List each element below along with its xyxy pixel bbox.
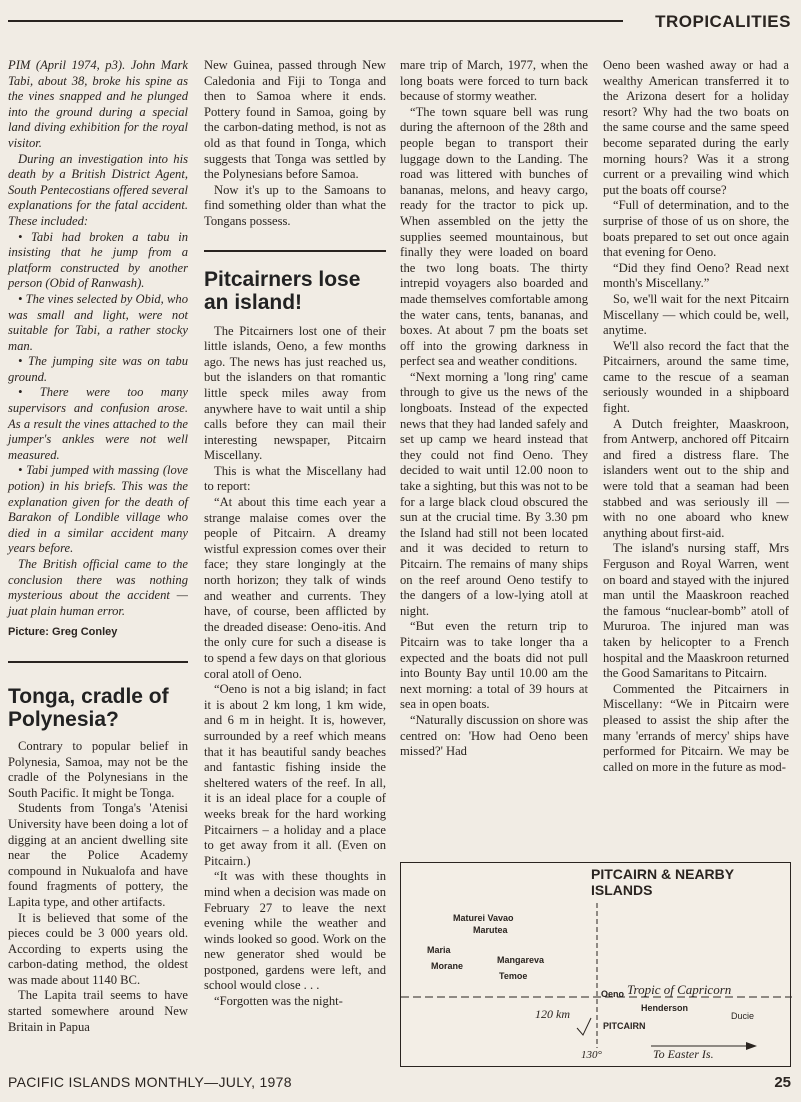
paragraph: A Dutch freighter, Maaskroon, from Antwerp, anchored off Pitcairn and fired a distress flare. The islanders went out to the ship and were told that a seaman had been stabbed and was seriously ill — with no one aboard who knew anything about first-aid. xyxy=(603,416,789,540)
paragraph: PIM (April 1974, p3). John Mark Tabi, about 38, broke his spine as the vines snapped and he plunged into the ground during a special land diving exhibition for the royal visitor. xyxy=(8,58,188,150)
paragraph: The Pitcairners lost one of their little islands, Oeno, a few months ago. The news has just reached us, but the islanders on that romantic little speck miles away from anywhere have to wait until a ship calls before they can mail their interesting newspaper, Pitcairn Miscellany. xyxy=(204,323,386,463)
publication-footer: PACIFIC ISLANDS MONTHLY—JULY, 1978 xyxy=(8,1074,292,1090)
paragraph: We'll also record the fact that the Pitcairners, around the same time, came to the rescue of a seaman seriously wounded in a shipboard fight. xyxy=(603,338,789,416)
paragraph: Now it's up to the Samoans to find something older than what the Tongans possess. xyxy=(204,182,386,228)
map-label-henderson: Henderson xyxy=(641,1003,689,1013)
map-label-pitcairn: PITCAIRN xyxy=(603,1021,646,1031)
paragraph: “At about this time each year a strange malaise comes over the people of Pitcairn. A dreamy wistful expression comes over their face; they stare longingly at the north horizon; they talk of winds and weather and currents. They have, of course, been afflicted by the dreaded disease: Oeno-itis. And the only cure for such a disease is to spend a few days on that glorious coral atoll of Oeno. xyxy=(204,495,386,681)
map-label-oeno: Oeno xyxy=(601,989,625,999)
paragraph: “The town square bell was rung during the afternoon of the 28th and people began to transport their luggage down to the Landing. The road was littered with bunches of bananas, melons, and heavy cargo, ready for the tractor to pick up. When assembled on the jetty the supplies seemed mountainous, but finally they were loaded on board the two long boats. The thirty intrepid voyagers also boarded and made themselves comfortable among the water cans, tents, bananas, and boxes. At about 7 pm the boats set off into the growing darkness in perfect sea and weather conditions. xyxy=(400,104,588,369)
column-1 xyxy=(8,58,188,1035)
paragraph: “Naturally discussion on shore was centred on: 'How had Oeno been missed?' Had xyxy=(400,712,588,759)
paragraph: This is what the Miscellany had to report: xyxy=(204,463,386,494)
paragraph: “Forgotten was the night- xyxy=(214,994,343,1009)
picture-credit: Picture: Greg Conley xyxy=(8,626,118,639)
paragraph: Commented the Pitcairners in Miscellany: “We in Pitcairn were pleased to assist the ship after the many 'errands of mercy' ships have performed for Pitcairn. We may be called on more in the future as mod- xyxy=(603,681,789,774)
tonga-headline: Tonga, cradle of Polynesia? xyxy=(8,684,169,731)
header-rule xyxy=(8,20,623,22)
bullet-item: • The vines selected by Obid, who was small and light, were not suitable for Tabi, a rather stocky man. xyxy=(8,291,188,353)
paragraph: Oeno been washed away or had a wealthy American transferred it to the Arizona desert for a holiday resort? Why had the two boats on the same course and the same speed become separated during the early morning hours? Was it a strong current or a prevailing wind which put the boats off course? xyxy=(603,58,789,197)
paragraph: “Did they find Oeno? Read next month's Miscellany.” xyxy=(603,260,789,291)
meridian-label: 130° xyxy=(581,1049,602,1061)
column-4 xyxy=(603,58,789,775)
bullet-item: • Tabi jumped with massing (love potion) in his briefs. This was the explanation given for the death of Barakon of Londible village who died in a similar accident many years before. xyxy=(8,463,188,556)
bullet-item: • Tabi had broken a tabu in insisting that he jump from a platform constructed by another person (Obid of Ranwash). xyxy=(8,229,188,291)
paragraph: Students from Tonga's 'Atenisi University have been doing a lot of digging at an ancient dwelling site near the Police Academy compound in Nukualofa and have found fragments of pottery, the Lapita type, and other artifacts. xyxy=(8,801,188,909)
paragraph: “Full of determination, and to the surprise of those of us on shore, the boats prepared to set out once again that evening for Oeno. xyxy=(603,198,789,260)
paragraph: “But even the return trip to Pitcairn was to take longer tha a expected and the boats did not pull into Bounty Bay until 10.00 am the next morning: a total of 39 hours at sea in open boats. xyxy=(400,619,588,712)
paragraph: It is believed that some of the pieces could be 3 000 years old. According to experts using the carbon-dating method, the oldest was made about 1140 BC. xyxy=(8,910,188,987)
map-label-maria: Maria xyxy=(427,945,451,955)
pitcairn-headline: Pitcairners lose an island! xyxy=(204,267,361,314)
article-divider xyxy=(8,661,188,663)
map-title: PITCAIRN & NEARBY ISLANDS xyxy=(591,866,734,898)
paragraph: mare trip of March, 1977, when the long boats were forced to turn back because of stormy weather. xyxy=(400,58,588,104)
paragraph: “Next morning a 'long ring' came through to give us the news of the longboats. Instead of the expected news that they had landed safely and set up camp we heard instead that they could not find Oeno. They decided to wait until 12.00 noon to take a sighting, but this was not to be for a large black cloud obscured the sun at the crucial time. By 3.30 pm the Island had still not been located and it was decided to return to Pitcairn. The remains of many ships on the reef around Oeno testify to the dangers of a low-lying atoll at night. xyxy=(400,369,588,618)
map-label-temoe: Temoe xyxy=(499,971,528,981)
paragraph: “It was with these thoughts in mind when a decision was made on February 27 to leave the next evening while the weather and winds looked so good. Work on the new generator shed would be postponed, gardens were left, and school would close . . . xyxy=(204,869,386,993)
paragraph: Contrary to popular belief in Polynesia, Samoa, may not be the cradle of the Polynesians in the South Pacific. It might be Tonga. xyxy=(8,738,188,800)
bullet-item: • The jumping site was on tabu ground. xyxy=(8,354,188,384)
page-number: 25 xyxy=(774,1074,791,1091)
paragraph: “Oeno is not a big island; in fact it is about 2 km long, 1 km wide, and 6 m in height. It is, however, surrounded by a reef which means that it has beautiful sandy beaches and fantastic fishing inside the sheltered waters of the reef. In all, it is an ideal place for a couple of weeks break for the hard working Pitcairners – a holiday and a place to get away from it all. (Even on Pitcairn.) xyxy=(204,682,386,868)
paragraph: So, we'll wait for the next Pitcairn Miscellany — which could be, well, anytime. xyxy=(603,291,789,338)
map-label-marutea: Marutea xyxy=(473,925,508,935)
map-label-morane: Morane xyxy=(431,961,464,971)
column-3 xyxy=(400,58,588,760)
pitcairn-map xyxy=(400,862,791,1067)
bullet-item: • There were too many supervisors and confusion arose. As a result the vines attached to the jumper's ankles were not well measured. xyxy=(8,385,188,462)
map-label-ducie: Ducie xyxy=(731,1011,755,1021)
paragraph: During an investigation into his death by a British District Agent, South Pentecostians offered several explanations for the fatal accident. These included: xyxy=(8,151,188,228)
section-title: TROPICALITIES xyxy=(655,12,791,31)
easter-label: To Easter Is. xyxy=(653,1047,714,1061)
paragraph: The British official came to the conclusion there was nothing mysterious about the accident — juat plain human error. xyxy=(8,557,188,618)
article-divider xyxy=(204,250,386,252)
paragraph: The Lapita trail seems to have started somewhere around New Britain in Papua xyxy=(8,988,188,1034)
column-2 xyxy=(204,58,386,1010)
map-label-maturei: Maturei Vavao xyxy=(453,913,514,923)
paragraph: The island's nursing staff, Mrs Ferguson and Royal Warren, went on board and stayed with the injured man until the Maaskroon reached the famous “nuclear-bomb” atoll of Mururoa. The injured man was taken by helicopter to a French hospital and the Maaskroon returned the Good Samaritans to Pitcairn. xyxy=(603,541,789,681)
paragraph: New Guinea, passed through New Caledonia and Fiji to Tonga and then to Samoa where it ends. Pottery found in Samoa, going by the carbon-dating method, is not as old as that found in Tonga, which suggests that Tonga was settled by the Polynesians before Samoa. xyxy=(204,58,386,182)
tropic-label: Tropic of Capricorn xyxy=(627,982,732,997)
map-label-mangareva: Mangareva xyxy=(497,955,545,965)
distance-label: 120 km xyxy=(535,1007,570,1021)
